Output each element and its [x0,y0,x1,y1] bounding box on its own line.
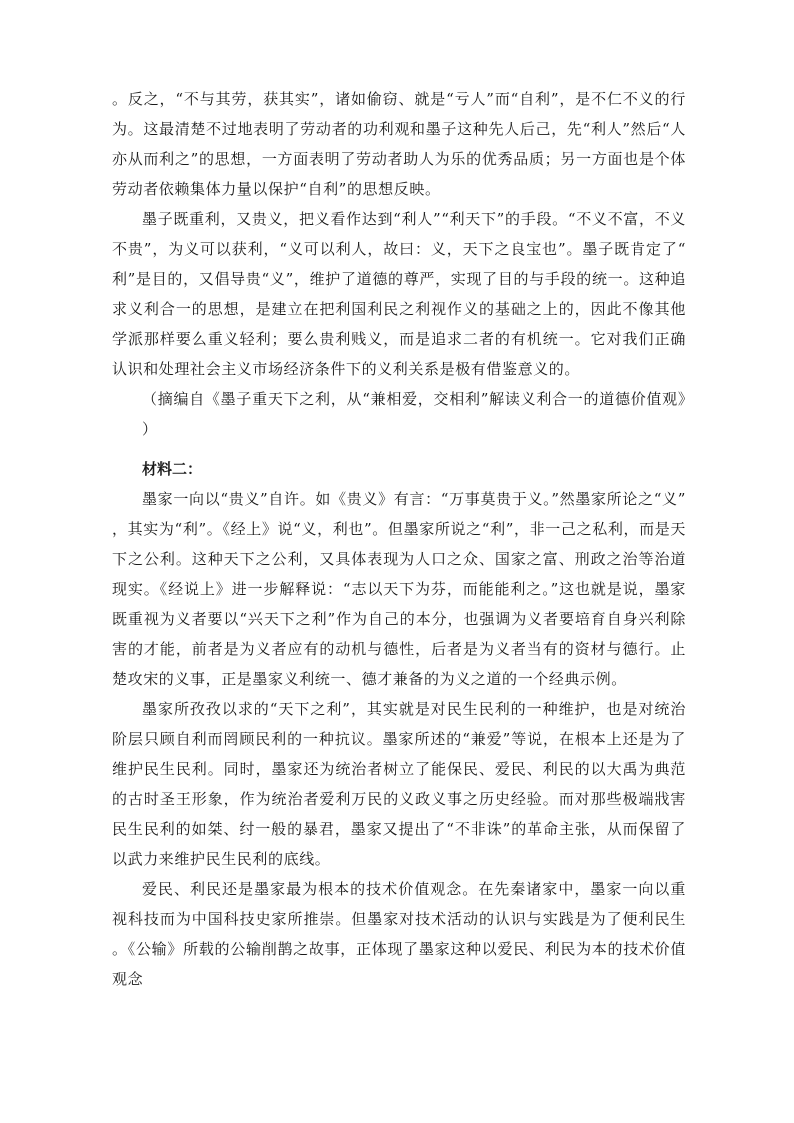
paragraph-guiyi: 墨家一向以“贵义”自许。如《贵义》有言：“万事莫贵于义。”然墨家所论之“义”，其实为“利”。《经上》说“义，利也”。但墨家所说之“利”，非一己之私利，而是天下之公利。这种天下之公利，又具体表现为人口之众、国家之富、刑政之治等治道现实。《经说上》进一步解释说：“志以天下为芬，而能能利之。”这也就是说，墨家既重视为义者要以“兴天下之利”作为自己的本分，也强调为义者要培育自身兴利除害的才能，前者是为义者应有的动机与德性，后者是为义者当有的资材与德行。止楚攻宋的义事，正是墨家义利统一、德才兼备的为义之道的一个经典示例。 [112,490,686,688]
paragraph-tianxia-zhili: 墨家所孜孜以求的“天下之利”，其实就是对民生民利的一种维护，也是对统治阶层只顾自利而罔顾民利的一种抗议。墨家所述的“兼爱”等说，在根本上还是为了维护民生民利。同时，墨家还为统治者树立了能保民、爱民、利民的以大禹为典范的古时圣王形象，作为统治者爱利万民的义政义事之历史经验。而对那些极端戕害民生民利的如桀、纣一般的暴君，墨家又提出了“不非诛”的革命主张，从而保留了以武力来维护民生民利的底线。 [112,700,686,868]
source-citation: （摘编自《墨子重天下之利，从“兼相爱，交相利”解读义利合一的道德价值观》） [142,390,686,438]
document-page [112,84,686,994]
paragraph-continuation: 。反之，“不与其劳，获其实”，诸如偷窃、就是“亏人”而“自利”，是不仁不义的行为。这最清楚不过地表明了劳动者的功利观和墨子这种先人后己，先“利人”然后“人亦从而利之”的思想，一方面表明了劳动者助人为乐的优秀品质；另一方面也是个体劳动者依赖集体力量以保护“自利”的思想反映。 [112,90,686,198]
material-two-heading: 材料二： [142,460,203,478]
paragraph-mozi-yili: 墨子既重利，又贵义，把义看作达到“利人”“利天下”的手段。“不义不富，不义不贵”，为义可以获利，“义可以利人，故曰：义，天下之良宝也”。墨子既肯定了“利”是目的，又倡导贵“义”，维护了道德的尊严，实现了目的与手段的统一。这种追求义利合一的思想，是建立在把利国利民之利视作义的基础之上的，因此不像其他学派那样要么重义轻利；要么贵利贱义，而是追求二者的有机统一。它对我们正确认识和处理社会主义市场经济条件下的义利关系是极有借鉴意义的。 [112,210,686,378]
spacer [112,444,686,450]
paragraph-technology-values: 爱民、利民还是墨家最为根本的技术价值观念。在先秦诸家中，墨家一向以重视科技而为中国科技史家所推崇。但墨家对技术活动的认识与实践是为了便利民生。《公输》所载的公输削鹊之故事，正体现了墨家这种以爱民、利民为本的技术价值观念 [112,880,686,988]
